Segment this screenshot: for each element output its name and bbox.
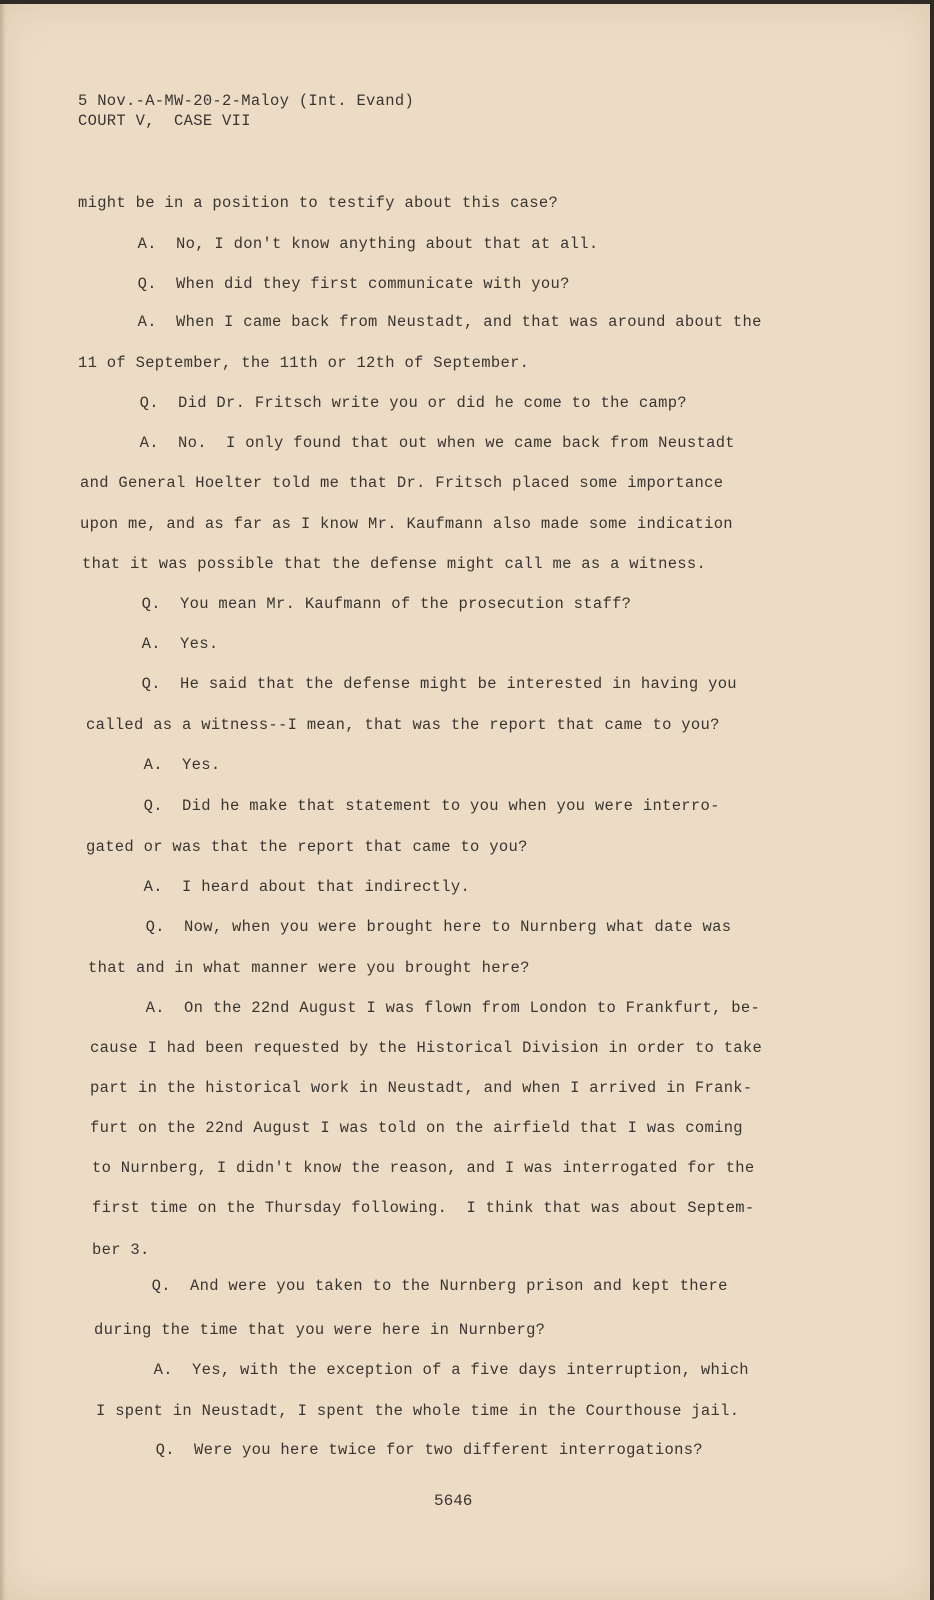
header-line-1: 5 Nov.-A-MW-20-2-Maloy (Int. Evand) (78, 92, 415, 110)
header-line-2: COURT V, CASE VII (78, 112, 251, 130)
transcript-line: Q. Were you here twice for two different interrogations? (98, 1441, 703, 1459)
transcript-line: first time on the Thursday following. I think that was about Septem- (92, 1199, 755, 1217)
transcript-line: A. No. I only found that out when we came back from Neustadt (82, 434, 735, 452)
transcript-line: part in the historical work in Neustadt, and when I arrived in Frank- (90, 1079, 753, 1097)
transcript-line: A. No, I don't know anything about that at all. (80, 235, 599, 253)
transcript-line: A. On the 22nd August I was flown from London to Frankfurt, be- (88, 999, 761, 1017)
transcript-line: Q. Did Dr. Fritsch write you or did he come to the camp? (82, 394, 687, 412)
transcript-line: that it was possible that the defense might call me as a witness. (82, 555, 707, 573)
transcript-line: A. Yes, with the exception of a five days interruption, which (96, 1361, 749, 1379)
page-edge-shadow (0, 4, 6, 1600)
transcript-line: Q. And were you taken to the Nurnberg prison and kept there (94, 1277, 728, 1295)
transcript-line: might be in a position to testify about this case? (78, 194, 559, 212)
page-number: 5646 (434, 1492, 473, 1510)
transcript-line: I spent in Neustadt, I spent the whole time in the Courthouse jail. (96, 1402, 740, 1420)
transcript-line: gated or was that the report that came to you? (86, 838, 528, 856)
transcript-line: called as a witness--I mean, that was the report that came to you? (86, 716, 720, 734)
transcript-line: A. When I came back from Neustadt, and that was around about the (80, 313, 762, 331)
transcript-line: Q. Now, when you were brought here to Nurnberg what date was (88, 918, 732, 936)
transcript-line: Q. Did he make that statement to you when you were interro- (86, 797, 720, 815)
transcript-line: Q. When did they first communicate with you? (80, 275, 570, 293)
transcript-line: Q. You mean Mr. Kaufmann of the prosecution staff? (84, 595, 632, 613)
transcript-line: furt on the 22nd August I was told on the airfield that I was coming (90, 1119, 743, 1137)
transcript-line: upon me, and as far as I know Mr. Kaufmann also made some indication (80, 515, 733, 533)
transcript-line: that and in what manner were you brought here? (88, 959, 530, 977)
transcript-line: to Nurnberg, I didn't know the reason, and I was interrogated for the (92, 1159, 755, 1177)
transcript-line: A. Yes. (84, 635, 219, 653)
transcript-line: Q. He said that the defense might be interested in having you (84, 675, 737, 693)
transcript-line: A. Yes. (86, 756, 221, 774)
transcript-line: cause I had been requested by the Historical Division in order to take (90, 1039, 763, 1057)
transcript-line: ber 3. (92, 1241, 150, 1259)
transcript-line: during the time that you were here in Nurnberg? (94, 1321, 546, 1339)
document-page (0, 4, 930, 1600)
transcript-line: A. I heard about that indirectly. (86, 878, 471, 896)
transcript-line: and General Hoelter told me that Dr. Fritsch placed some importance (80, 474, 724, 492)
transcript-line: 11 of September, the 11th or 12th of September. (78, 354, 530, 372)
